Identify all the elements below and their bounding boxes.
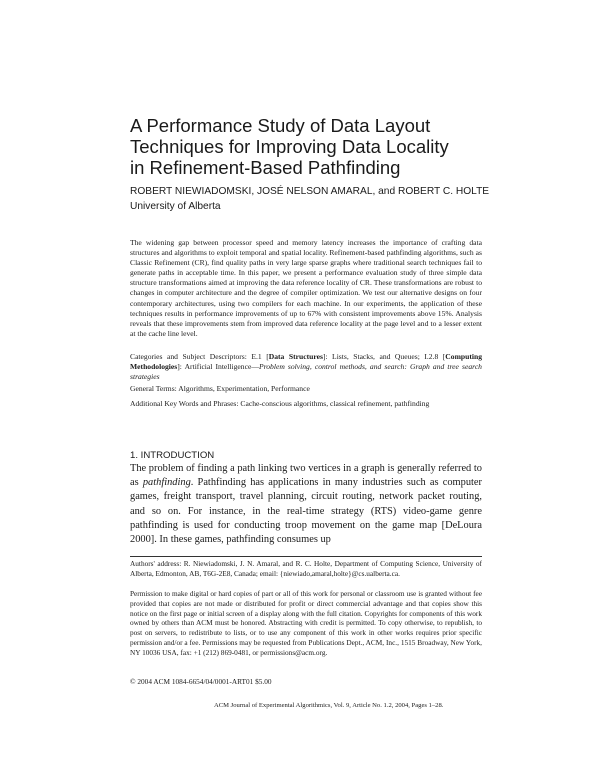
categories-term-computing-methodologies: Computing Methodologies [130,352,483,372]
author-list: ROBERT NIEWIADOMSKI, JOSÉ NELSON AMARAL, and ROBERT C. HOLTE [130,186,490,197]
general-terms: General Terms: Algorithms, Experimentation, Performance [130,384,310,393]
title-line-3: in Refinement-Based Pathfinding [130,157,401,178]
categories-mid-2: ]: Artificial Intelligence— [177,362,259,372]
title-line-1: A Performance Study of Data Layout [130,115,431,136]
title-line-2: Techniques for Improving Data Locality [130,136,449,157]
intro-text-1: The problem of finding a path linking two vertices in a graph is generally referred to as [130,463,482,489]
additional-keywords: Additional Key Words and Phrases: Cache-conscious algorithms, classical refinement, pathfinding [130,399,430,408]
footnote-copyright: © 2004 ACM 1084-6654/04/0001-ART01 $5.00 [130,677,272,686]
section-heading-introduction: 1. INTRODUCTION [130,450,215,461]
footnote-permission-notice: Permission to make digital or hard copies of part or all of this work for personal or classroom use is granted without fee provided that copies are not made or distributed for profit or direct commercial advantage and that copies show this notice on the first page or initial screen of a display along with the full citation. Copyrights for components of this work owned by others than ACM must be honored. Abstracting with credit is permitted. To copy otherwise, to republish, to post on servers, to redistribute to lists, or to use any component of this work in other works requires prior specific permission and/or a fee. Permissions may be requested from Publications Dept., ACM, Inc., 1515 Broadway, New York, NY 10036 USA, fax: +1 (212) 869-0481, or permissions@acm.org. [130,589,482,657]
intro-text-2: . Pathfinding has applications in many industries such as computer games, freight transport, travel planning, circuit routing, network packet routing, and so on. For instance, in the real-time strategy (RTS) video-game genre pathfinding is used for conducting troop movement on the game map [DeLoura 2000]. In these games, pathfinding consumes up [130,477,482,546]
intro-emphasis-pathfinding: pathfinding [142,477,191,489]
footnote-authors-address: Authors' address: R. Niewiadomski, J. N. Amaral, and R. C. Holte, Department of Computing Science, University of Alberta, Edmonton, AB, T6G-2E8, Canada; email: {niewiado,amaral,holte}@cs.ualberta.ca. [130,559,482,578]
categories-term-data-structures: Data Structures [268,352,323,361]
categories-descriptors [130,352,482,382]
categories-mid-1: ]: Lists, Stacks, and Queues; I.2.8 [ [322,352,446,361]
journal-footer: ACM Journal of Experimental Algorithmics, Vol. 9, Article No. 1.2, 2004, Pages 1–28. [214,702,444,709]
paper-title [130,115,490,178]
categories-prefix: Categories and Subject Descriptors: E.1 [ [130,352,269,361]
footnote-divider [130,556,482,557]
affiliation: University of Alberta [130,201,221,212]
abstract: The widening gap between processor speed and memory latency increases the importance of crafting data structures and algorithms to exploit temporal and spatial locality. Refinement-based pathfinding algorithms, such as Classic Refinement (CR), find quality paths in very large sparse graphs where traditional search techniques fail to generate paths in acceptable time. In this paper, we present a performance evaluation study of three simple data structure transformations aimed at improving the data reference locality of CR. These transformations are robust to changes in computer architecture and the degree of compiler optimization. We test our alternative designs on four contemporary architectures, using two compilers for each machine. In our experiments, the application of these techniques results in performance improvements of up to 67% with consistent improvements above 15%. Analysis reveals that these improvements stem from improved data reference locality at the page level and to a lesser extent at the cache line level. [130,238,482,338]
introduction-paragraph [130,462,482,547]
categories-italic-descriptor: Problem solving, control methods, and search: Graph and tree search strategies [130,362,482,382]
